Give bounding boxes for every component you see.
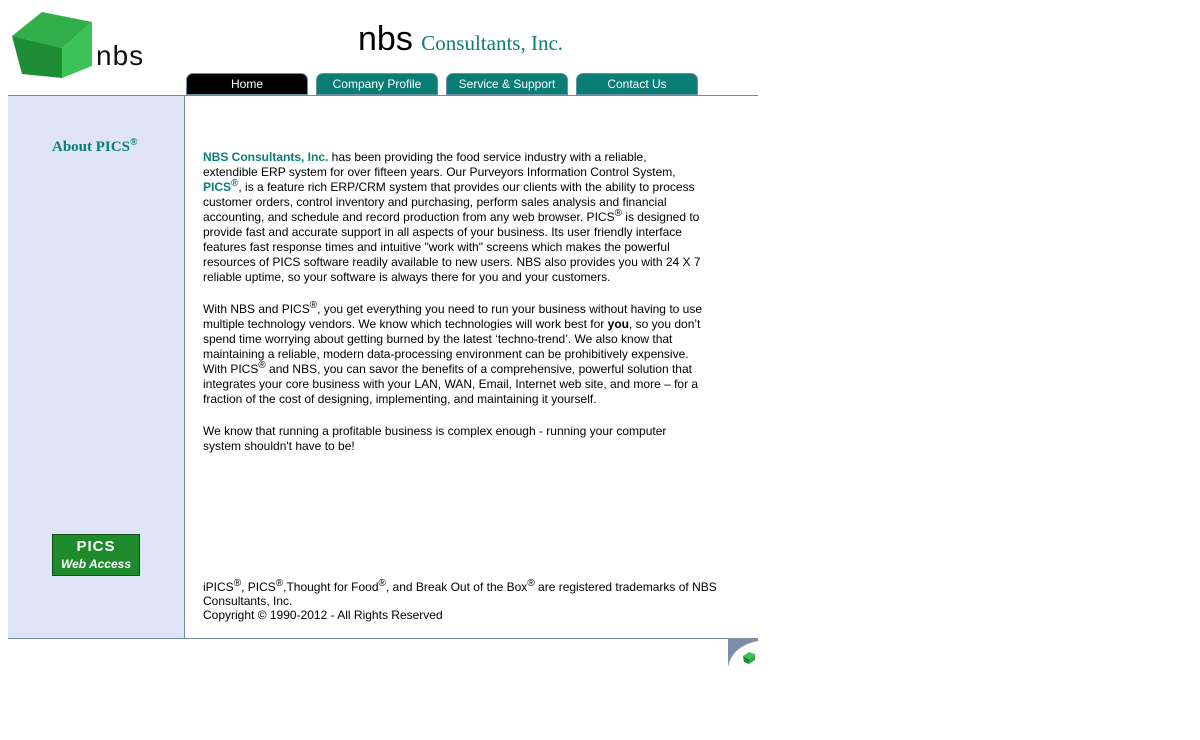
badge-pics: PICS [76,538,116,555]
title-consultants: Consultants, Inc. [421,31,564,55]
pics-web-access-button[interactable] [52,534,140,576]
divider-bottom [8,638,758,639]
closing-paragraph: We know that running a profitable business is complex enough - running your computer system shouldn't have to be! [203,424,667,453]
tab-contact-us[interactable]: Contact Us [576,73,698,95]
main-content [203,150,703,471]
tab-company-profile[interactable]: Company Profile [316,73,438,95]
trademark-notice: iPICS®, PICS®,Thought for Food®, and Break Out of the Box® are registered trademarks of NBS Consultants, Inc. [203,578,717,608]
footer [203,580,723,622]
corner-cube-icon [728,638,758,667]
page-title [358,20,563,59]
tab-service-support[interactable]: Service & Support [446,73,568,95]
title-nbs: nbs [358,20,413,58]
tab-home[interactable]: Home [186,73,308,95]
badge-web-access: Web Access [60,557,132,571]
logo-wordmark: nbs [96,40,145,71]
benefits-paragraph: With NBS and PICS®, you get everything you need to run your business without having to use multiple technology vendors. We know which technologies will work best for you, so you don’t spend time worrying about getting burned by the latest ‘techno-trend’. We also know that maintaining a reliable, modern data-processing environment can be prohibitively expensive. With PICS® and NBS, you can savor the benefits of a comprehensive, powerful solution that integrates your core business with your LAN, WAN, Email, Internet web site, and more – for a fraction of the cost of designing, implementing, and maintaining it yourself. [203,300,703,406]
intro-paragraph: NBS Consultants, Inc. has been providing the food service industry with a reliable, extendible ERP system for over fifteen years. Our Purveyors Information Control System, PICS®, is a feature rich ERP/CRM system that provides our clients with the ability to process customer orders, control inventory and purchasing, perform sales analysis and financial accounting, and schedule and record production from any web browser. PICS® is designed to provide fast and accurate support in all aspects of your business. Its user friendly interface features fast response times and intuitive "work with" screens which makes the powerful resources of PICS software readily available to new users. NBS also provides you with 24 X 7 reliable uptime, so your software is always there for you and your customers. [203,150,701,284]
about-pics-link[interactable]: About PICS® [52,137,138,155]
copyright: Copyright © 1990-2012 - All Rights Reserved [203,608,443,622]
